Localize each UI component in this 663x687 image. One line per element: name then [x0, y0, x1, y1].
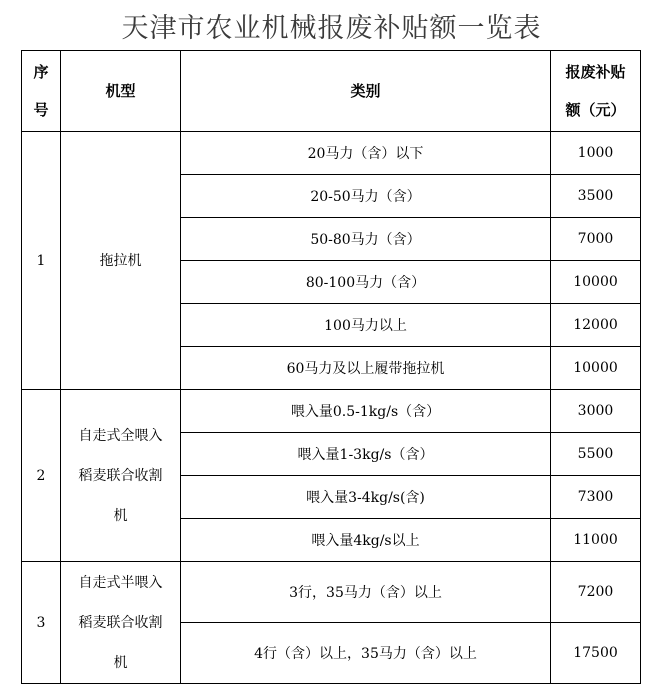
- header-index-line2: 号: [33, 101, 49, 119]
- header-amount-line2: 额（元）: [565, 101, 626, 119]
- machine-type-line: 机: [113, 654, 128, 671]
- table-row: [22, 390, 641, 433]
- machine-type-line: 自走式全喂入: [78, 427, 163, 444]
- category-cell: 喂入量1-3kg/s（含）: [181, 433, 551, 476]
- amount-cell: 10000: [551, 347, 641, 390]
- category-cell: 喂入量0.5-1kg/s（含）: [181, 390, 551, 433]
- header-index: [22, 51, 61, 132]
- machine-type-line: 拖拉机: [99, 252, 142, 269]
- machine-type-line: 自走式半喂入: [78, 574, 163, 591]
- amount-cell: 17500: [551, 623, 641, 684]
- category-cell: 60马力及以上履带拖拉机: [181, 347, 551, 390]
- header-category: 类别: [181, 51, 551, 132]
- machine-type-line: 稻麦联合收割: [78, 467, 163, 484]
- category-cell: 20马力（含）以下: [181, 132, 551, 175]
- amount-cell: 3000: [551, 390, 641, 433]
- amount-cell: 10000: [551, 261, 641, 304]
- header-row: [22, 51, 641, 132]
- header-amount: [551, 51, 641, 132]
- amount-cell: 1000: [551, 132, 641, 175]
- category-cell: 80-100马力（含）: [181, 261, 551, 304]
- amount-cell: 11000: [551, 519, 641, 562]
- header-index-line1: 序: [33, 63, 49, 81]
- category-cell: 3行，35马力（含）以上: [181, 562, 551, 623]
- row-index: 3: [22, 562, 61, 684]
- header-model: 机型: [61, 51, 181, 132]
- machine-type: [61, 132, 181, 390]
- machine-type-line: 机: [113, 507, 128, 524]
- category-cell: 100马力以上: [181, 304, 551, 347]
- table-row: [22, 132, 641, 175]
- subsidy-table: [21, 50, 641, 684]
- category-cell: 4行（含）以上，35马力（含）以上: [181, 623, 551, 684]
- row-index: 2: [22, 390, 61, 562]
- category-cell: 喂入量4kg/s以上: [181, 519, 551, 562]
- category-cell: 50-80马力（含）: [181, 218, 551, 261]
- machine-type: [61, 562, 181, 684]
- amount-cell: 12000: [551, 304, 641, 347]
- machine-type: [61, 390, 181, 562]
- amount-cell: 7300: [551, 476, 641, 519]
- amount-cell: 7200: [551, 562, 641, 623]
- category-cell: 20-50马力（含）: [181, 175, 551, 218]
- machine-type-line: 稻麦联合收割: [78, 614, 163, 631]
- amount-cell: 7000: [551, 218, 641, 261]
- page-title: 天津市农业机械报废补贴额一览表: [121, 13, 542, 44]
- header-amount-line1: 报废补贴: [565, 63, 626, 81]
- amount-cell: 3500: [551, 175, 641, 218]
- amount-cell: 5500: [551, 433, 641, 476]
- table-row: [22, 562, 641, 623]
- row-index: 1: [22, 132, 61, 390]
- category-cell: 喂入量3-4kg/s(含): [181, 476, 551, 519]
